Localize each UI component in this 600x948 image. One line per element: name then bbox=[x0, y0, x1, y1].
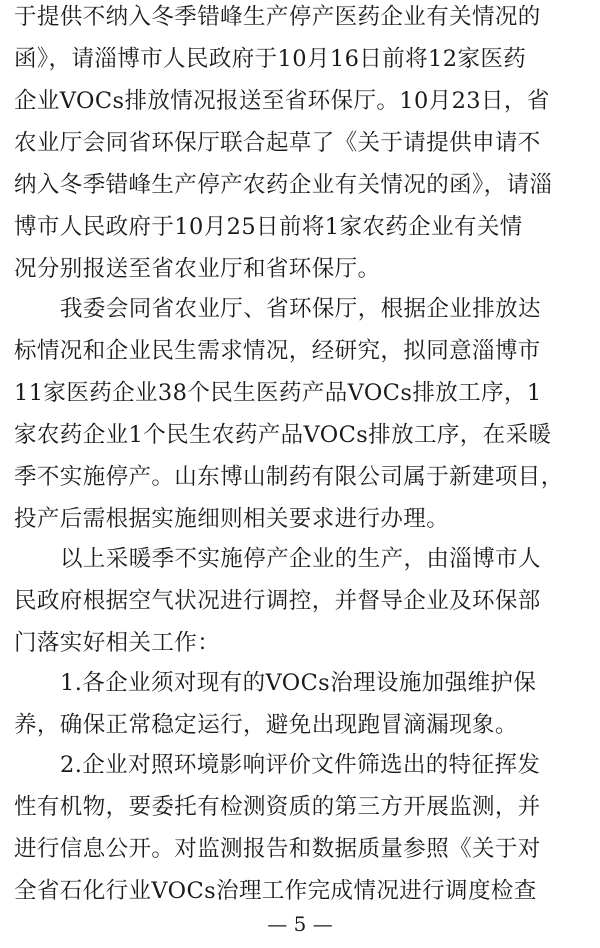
text-line-9: 标情况和企业民生需求情况，经研究，拟同意淄博市 bbox=[14, 338, 541, 364]
text-line-10: 11家医药企业38个民生医药产品VOCs排放工序，1 bbox=[14, 380, 542, 406]
text-line-3: 企业VOCs排放情况报送至省环保厅。10月23日，省 bbox=[14, 88, 550, 114]
text-line-22: 全省石化行业VOCs治理工作完成情况进行调度检查 bbox=[14, 878, 537, 904]
text-line-17: 1.各企业须对现有的VOCs治理设施加强维护保 bbox=[60, 670, 537, 696]
text-line-19: 2.企业对照环境影响评价文件筛选出的特征挥发 bbox=[60, 752, 541, 778]
text-line-4: 农业厅会同省环保厅联合起草了《关于请提供申请不 bbox=[14, 130, 541, 156]
text-line-15: 民政府根据空气状况进行调控，并督导企业及环保部 bbox=[14, 588, 541, 614]
text-line-2: 函》，请淄博市人民政府于10月16日前将12家医药 bbox=[14, 46, 527, 72]
text-line-13: 投产后需根据实施细则相关要求进行办理。 bbox=[14, 506, 450, 532]
text-line-6: 博市人民政府于10月25日前将1家农药企业有关情 bbox=[14, 214, 523, 240]
text-line-7: 况分别报送至省农业厅和省环保厅。 bbox=[14, 256, 381, 282]
text-line-8: 我委会同省农业厅、省环保厅，根据企业排放达 bbox=[60, 296, 541, 322]
text-line-11: 家农药企业1个民生农药产品VOCs排放工序，在采暖 bbox=[14, 422, 552, 448]
text-line-20: 性有机物，要委托有检测资质的第三方开展监测，并 bbox=[14, 794, 541, 820]
text-line-14: 以上采暖季不实施停产企业的生产，由淄博市人 bbox=[60, 546, 541, 572]
page-number: — 5 — bbox=[267, 912, 333, 936]
text-line-1: 于提供不纳入冬季错峰生产停产医药企业有关情况的 bbox=[14, 4, 541, 30]
text-line-16: 门落实好相关工作： bbox=[14, 630, 221, 656]
text-line-21: 进行信息公开。对监测报告和数据质量参照《关于对 bbox=[14, 836, 541, 862]
text-line-18: 养，确保正常稳定运行，避免出现跑冒滴漏现象。 bbox=[14, 712, 518, 738]
text-line-12: 季不实施停产。山东博山制药有限公司属于新建项目， bbox=[14, 464, 564, 490]
text-line-5: 纳入冬季错峰生产停产农药企业有关情况的函》，请淄 bbox=[14, 172, 553, 198]
